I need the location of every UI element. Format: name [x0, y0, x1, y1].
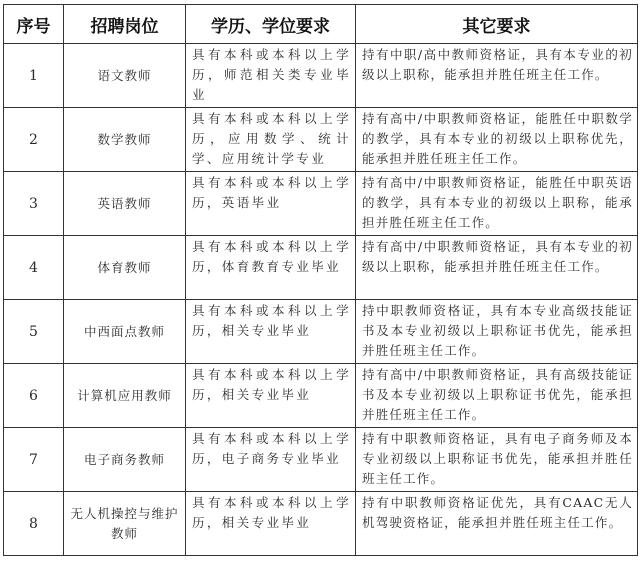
cell-other: 持有高中/中职教师资格证，具有本专业的初级以上职称，能承担并胜任班主任工作。	[356, 236, 638, 300]
recruitment-table	[3, 4, 638, 556]
header-row	[4, 5, 638, 44]
header-other: 其它要求	[356, 5, 638, 44]
cell-other: 持中职教师资格证，具有本专业高级技能证书及本专业初级以上职称证书优先，能承担并胜任班主任工作。	[356, 300, 638, 364]
cell-seq: 5	[4, 300, 64, 364]
cell-education: 具有本科或本科以上学历，英语毕业	[186, 172, 356, 236]
cell-seq: 6	[4, 364, 64, 428]
cell-position: 数学教师	[64, 108, 186, 172]
cell-position: 电子商务教师	[64, 428, 186, 492]
header-seq: 序号	[4, 5, 64, 44]
recruitment-table-container	[3, 4, 638, 556]
table-row	[4, 108, 638, 172]
cell-seq: 1	[4, 44, 64, 108]
cell-position: 计算机应用教师	[64, 364, 186, 428]
cell-education: 具有本科或本科以上学历，体育教育专业毕业	[186, 236, 356, 300]
cell-seq: 4	[4, 236, 64, 300]
cell-seq: 8	[4, 492, 64, 556]
cell-position: 无人机操控与维护教师	[64, 492, 186, 556]
cell-other: 持有中职/高中教师资格证，具有本专业的初级以上职称，能承担并胜任班主任工作。	[356, 44, 638, 108]
cell-other: 持有中职教师资格证，具有电子商务师及本专业初级以上职称证书优先，能承担并胜任班主任工作。	[356, 428, 638, 492]
cell-seq: 3	[4, 172, 64, 236]
cell-position: 体育教师	[64, 236, 186, 300]
table-row	[4, 172, 638, 236]
table-row	[4, 492, 638, 556]
cell-position: 英语教师	[64, 172, 186, 236]
cell-position: 中西面点教师	[64, 300, 186, 364]
cell-other: 持有高中/中职教师资格证，能胜任中职数学的教学，具有本专业的初级以上职称优先，能承担并胜任班主任工作。	[356, 108, 638, 172]
cell-seq: 7	[4, 428, 64, 492]
cell-seq: 2	[4, 108, 64, 172]
cell-education: 具有本科或本科以上学历，相关专业毕业	[186, 364, 356, 428]
cell-other: 持有中职教师资格证优先，具有CAAC无人机驾驶资格证，能承担并胜任班主任工作。	[356, 492, 638, 556]
cell-education: 具有本科或本科以上学历，相关专业毕业	[186, 492, 356, 556]
cell-education: 具有本科或本科以上学历，师范相关类专业毕业	[186, 44, 356, 108]
cell-other: 持有高中/中职教师资格证，具有高级技能证书及本专业初级以上职称证书优先，能承担并胜任班主任工作。	[356, 364, 638, 428]
table-row	[4, 44, 638, 108]
cell-other: 持有高中/中职教师资格证，能胜任中职英语的教学，具有本专业的初级以上职称，能承担并胜任班主任工作。	[356, 172, 638, 236]
table-row	[4, 300, 638, 364]
table-row	[4, 364, 638, 428]
header-education: 学历、学位要求	[186, 5, 356, 44]
cell-education: 具有本科或本科以上学历，相关专业毕业	[186, 300, 356, 364]
table-row	[4, 236, 638, 300]
table-row	[4, 428, 638, 492]
cell-education: 具有本科或本科以上学历，电子商务专业毕业	[186, 428, 356, 492]
header-position: 招聘岗位	[64, 5, 186, 44]
cell-position: 语文教师	[64, 44, 186, 108]
cell-education: 具有本科或本科以上学历，应用数学、统计学、应用统计学专业	[186, 108, 356, 172]
